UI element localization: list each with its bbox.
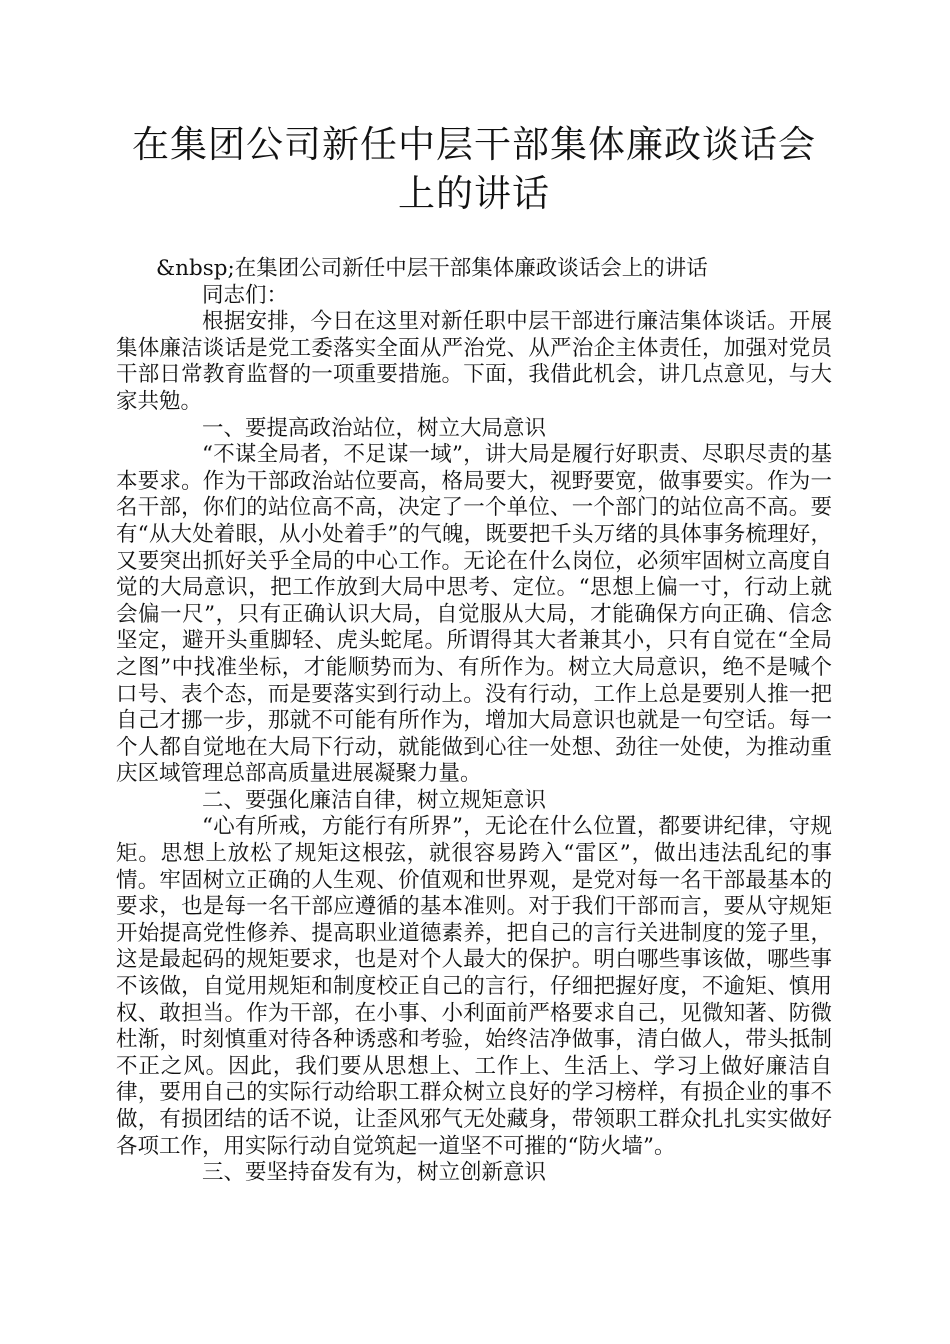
document-body (116, 256, 832, 1187)
paragraph-section-1: “不谋全局者，不足谋一域”，讲大局是履行好职责、尽职尽责的基本要求。作为干部政治站位要高，格局要大，视野要宽，做事要实。作为一名干部，你们的站位高不高，决定了一个单位、一个部门的站位高不高。要有“从大处着眼，从小处着手”的气魄，既要把千头万绪的具体事务梳理好，又要突出抓好关乎全局的中心工作。无论在什么岗位，必须牢固树立高度自觉的大局意识，把工作放到大局中思考、定位。“思想上偏一寸，行动上就会偏一尺”，只有正确认识大局，自觉服从大局，才能确保方向正确、信念坚定，避开头重脚轻、虎头蛇尾。所谓得其大者兼其小，只有自觉在“全局之图”中找准坐标，才能顺势而为、有所作为。树立大局意识，绝不是喊个口号、表个态，而是要落实到行动上。没有行动，工作上总是要别人推一把自己才挪一步，那就不可能有所作为，增加大局意识也就是一句空话。每一个人都自觉地在大局下行动，就能做到心往一处想、劲往一处使，为推动重庆区域管理总部高质量进展凝聚力量。 (116, 442, 832, 787)
section-heading-2: 二、要强化廉洁自律，树立规矩意识 (202, 787, 547, 813)
paragraph-section-2: “心有所戒，方能行有所界”，无论在什么位置，都要讲纪律，守规矩。思想上放松了规矩这根弦，就很容易跨入“雷区”，做出违法乱纪的事情。牢固树立正确的人生观、价值观和世界观，是党对每一名干部最基本的要求，也是每一名干部应遵循的基本准则。对于我们干部而言，要从守规矩开始提高党性修养、提高职业道德素养，把自己的言行关进制度的笼子里，这是最起码的规矩要求，也是对个人最大的保护。明白哪些事该做，哪些事不该做，自觉用规矩和制度校正自己的言行，仔细把握好度，不逾矩、慎用权、敢担当。作为干部，在小事、小利面前严格要求自己，见微知著、防微杜渐，时刻慎重对待各种诱惑和考验，始终洁净做事，清白做人，带头抵制不正之风。因此，我们要从思想上、工作上、生活上、学习上做好廉洁自律，要用自己的实际行动给职工群众树立良好的学习榜样，有损企业的事不做，有损团结的话不说，让歪风邪气无处藏身，带领职工群众扎扎实实做好各项工作，用实际行动自觉筑起一道坚不可摧的“防火墙”。 (116, 814, 832, 1159)
salutation: 同志们： (202, 282, 289, 308)
document-title (116, 120, 832, 218)
lead-line: &nbsp;在集团公司新任中层干部集体廉政谈话会上的讲话 (156, 256, 708, 281)
document-title-line-2: 上的讲话 (398, 172, 550, 215)
document-title-line-1: 在集团公司新任中层干部集体廉政谈话会 (132, 123, 816, 166)
section-heading-1: 一、要提高政治站位，树立大局意识 (202, 415, 547, 441)
paragraph-intro: 根据安排，今日在这里对新任职中层干部进行廉洁集体谈话。开展集体廉洁谈话是党工委落实全面从严治党、从严治企主体责任，加强对党员干部日常教育监督的一项重要措施。下面，我借此机会，讲几点意见，与大家共勉。 (116, 309, 832, 414)
document-page (116, 120, 832, 1187)
section-heading-3: 三、要坚持奋发有为，树立创新意识 (202, 1160, 547, 1186)
